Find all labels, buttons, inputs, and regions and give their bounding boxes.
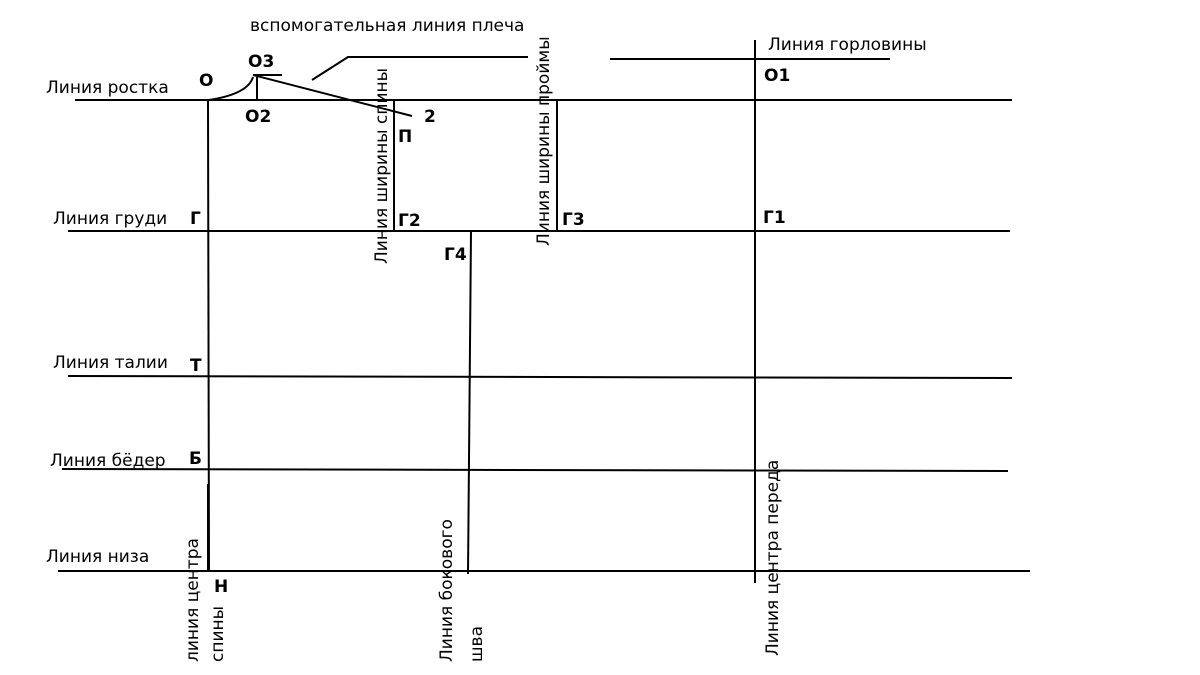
waist-line-label: Линия талии [53,353,168,373]
back-width-label: Линия ширины спины [372,67,392,264]
point-o: О [199,71,214,91]
point-g4: Г4 [444,245,467,265]
growth-line-label: Линия ростка [46,78,169,98]
side-seam-label-1: Линия бокового [437,519,457,662]
hip-line [62,469,1008,471]
point-o2: О2 [245,107,272,127]
point-2: 2 [424,107,436,127]
point-p: П [398,127,413,147]
bottom-line-label: Линия низа [46,547,150,567]
back-center-label-2: спины [208,605,228,662]
chest-line-label: Линия груди [53,209,168,229]
front-center-label: Линия центра переда [763,459,783,656]
point-o1: О1 [764,66,791,86]
point-g3: Г3 [562,210,585,230]
shoulder-aux-leader [312,57,528,80]
waist-line [68,376,1012,378]
side-seam-label-2: шва [467,626,487,662]
point-o3: О3 [248,52,275,72]
point-g1: Г1 [763,208,786,228]
back-neck-curve [209,77,253,100]
side-seam-line [468,231,471,574]
armhole-width-label: Линия ширины проймы [534,36,554,246]
back-center-label-1: линия центра [183,538,203,662]
point-n: Н [214,577,229,597]
shoulder-aux-label: вспомогательная линия плеча [250,16,525,36]
point-t: Т [190,356,202,376]
hip-line-label: Линия бёдер [50,451,166,471]
point-b: Б [189,449,202,469]
point-g2: Г2 [398,211,421,231]
neck-line-label: Линия горловины [768,35,927,55]
point-g: Г [190,209,201,229]
